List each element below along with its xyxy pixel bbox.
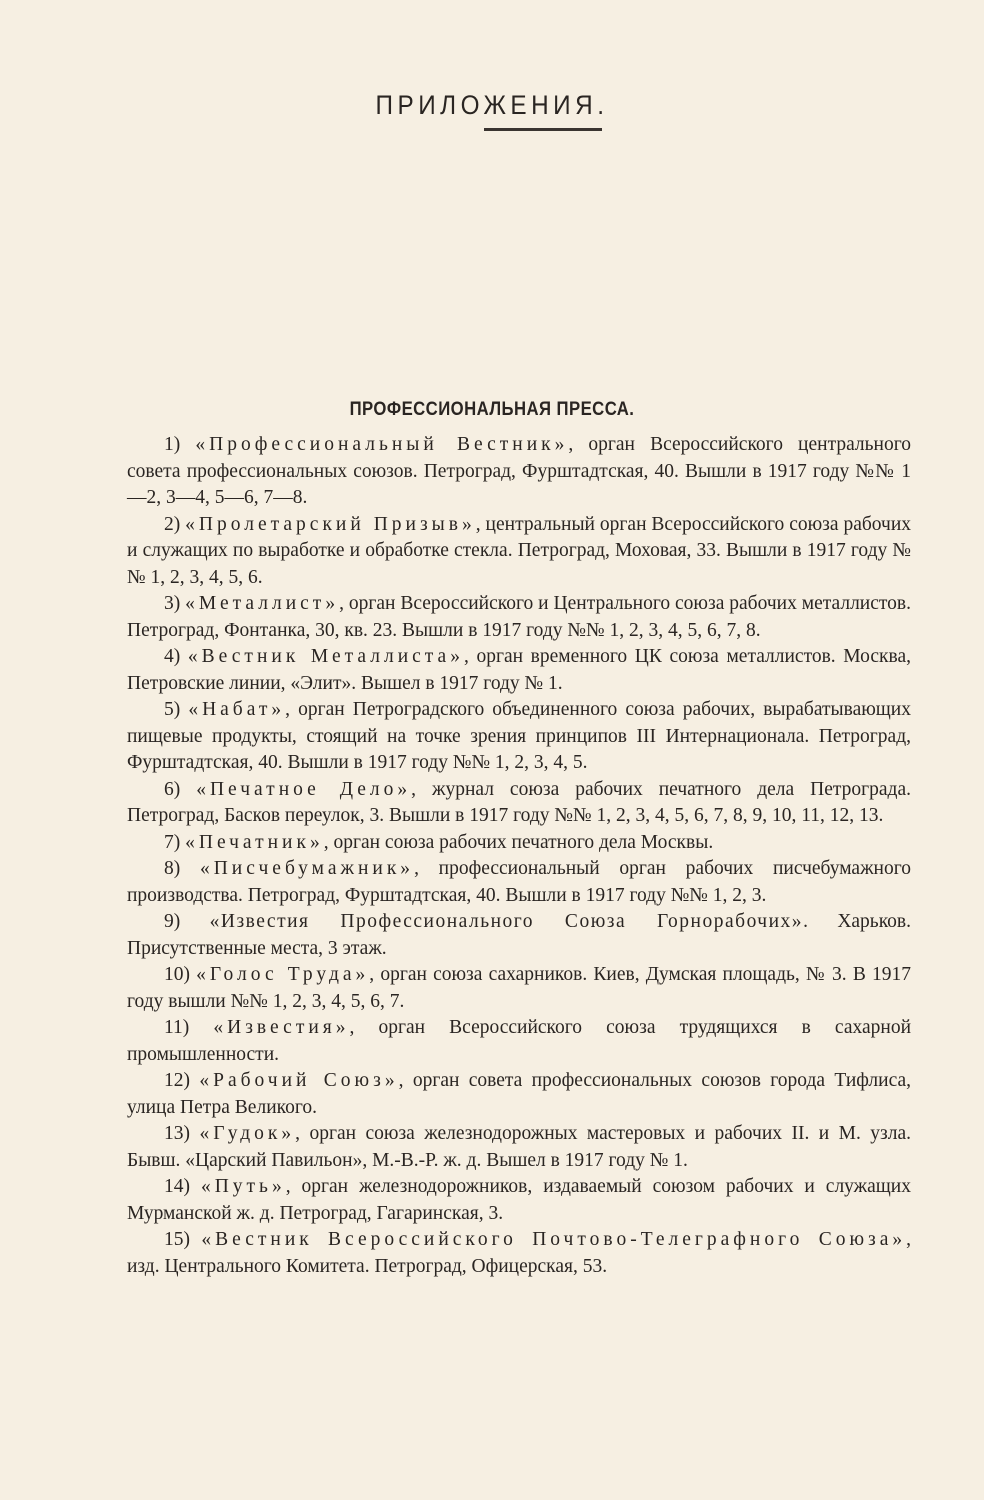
press-entry (127, 1227, 911, 1280)
title-rule (484, 128, 602, 131)
press-list (127, 432, 911, 1280)
entry-number: 13) (164, 1123, 190, 1144)
entry-text: . Харьков. Присутственные места, 3 этаж. (127, 911, 912, 959)
press-entry (127, 591, 911, 644)
entry-text: , изд. Центрального Комитета. Петроград, Офицерская, 53. (127, 1229, 911, 1277)
press-entry (127, 697, 911, 777)
entry-text: , орган Петроградского объединенного союза рабочих, вырабатывающих пищевые продукты, стоящий на точке зрения принципов III Интернационала. Петроград, Фурштадтская, 40. Вышли в 1917 году №№ 1, 2, 3, 4, 5. (127, 699, 911, 773)
press-entry (127, 1015, 911, 1068)
entry-number: 1) (164, 434, 181, 455)
entry-title: «Набат» (188, 699, 286, 720)
entry-text: , орган союза железнодорожных мастеровых и рабочих II. и М. узла. Бывш. «Царский Павильон», М.-В.-Р. ж. д. Вышел в 1917 году № 1. (127, 1123, 911, 1171)
entry-number: 8) (164, 858, 181, 879)
entry-text: , орган Всероссийского союза трудящихся в сахарной промышленности. (127, 1017, 911, 1065)
entry-text: , орган союза рабочих печатного дела Москвы. (323, 831, 714, 853)
entry-number: 6) (164, 778, 181, 800)
press-entry (127, 432, 911, 512)
section-title: ПРОФЕССИОНАЛЬНАЯ ПРЕССА. (349, 398, 635, 420)
entry-text: , орган совета профессиональных союзов города Тифлиса, улица Петра Великого. (127, 1070, 912, 1118)
press-entry (127, 1121, 911, 1174)
press-entry (127, 1174, 911, 1227)
entry-title: «Профессиональный Вестник» (195, 434, 569, 455)
entry-text: , орган временного ЦК союза металлистов. Москва, Петровские линии, «Элит». Вышел в 1917 году № 1. (127, 646, 911, 694)
page-title: ПРИЛОЖЕНИЯ. (375, 90, 609, 121)
entry-text: , орган железнодорожников, издаваемый союзом рабочих и служащих Мурманской ж. д. Петроград, Гагаринская, 3. (127, 1176, 911, 1224)
press-entry (127, 512, 911, 592)
press-entry (127, 830, 911, 857)
entry-number: 15) (164, 1229, 190, 1250)
entry-number: 11) (164, 1017, 190, 1038)
entry-number: 12) (164, 1070, 190, 1091)
entry-text: , журнал союза рабочих печатного дела Петрограда. Петроград, Басков переулок, 3. Вышли в 1917 году №№ 1, 2, 3, 4, 5, 6, 7, 8, 9, 10, 11, 12, 13. (127, 778, 911, 826)
press-entry (127, 644, 911, 697)
entry-title: «Известия» (213, 1017, 350, 1038)
entry-number: 2) (164, 513, 181, 535)
entry-title: «Печатное Дело» (196, 778, 412, 800)
entry-title: «Известия Профессионального Союза Горнорабочих» (209, 911, 804, 932)
press-entry (127, 909, 911, 962)
entry-number: 7) (164, 831, 181, 853)
entry-title: «Рабочий Союз» (199, 1070, 399, 1091)
press-entry (127, 856, 911, 909)
press-entry (127, 1068, 911, 1121)
entry-title: «Гудок» (199, 1123, 296, 1144)
entry-title: «Вестник Металлиста» (187, 646, 464, 667)
entry-title: «Голос Труда» (196, 964, 370, 985)
entry-title: «Писчебумажник» (199, 858, 415, 879)
entry-number: 5) (164, 699, 181, 720)
press-entry (127, 777, 911, 830)
entry-number: 3) (164, 593, 181, 614)
entry-title: «Вестник Всероссийского Почтово-Телеграфного Союза» (201, 1229, 907, 1250)
press-entry (127, 962, 911, 1015)
entry-title: «Печатник» (185, 831, 324, 853)
entry-title: «Путь» (200, 1176, 286, 1197)
entry-number: 14) (164, 1176, 190, 1197)
entry-number: 9) (164, 911, 181, 932)
entry-number: 10) (164, 964, 190, 985)
entry-title: «Металлист» (185, 593, 340, 614)
entry-title: «Пролетарский Призыв» (185, 513, 476, 535)
entry-text: , профессиональный орган рабочих писчебумажного производства. Петроград, Фурштадтская, 40. Вышли в 1917 году №№ 1, 2, 3. (127, 858, 911, 906)
entry-text: , центральный орган Всероссийского союза рабочих и служащих по выработке и обработке стекла. Петроград, Моховая, 33. Вышли в 1917 году №№ 1, 2, 3, 4, 5, 6. (127, 513, 912, 588)
entry-text: , орган союза сахарников. Киев, Думская площадь, № 3. В 1917 году вышли №№ 1, 2, 3, 4, 5, 6, 7. (127, 964, 911, 1012)
entry-number: 4) (164, 646, 181, 667)
entry-text: , орган Всероссийского центрального совета профессиональных союзов. Петроград, Фурштадтская, 40. Вышли в 1917 году №№ 1—2, 3—4, 5—6, 7—8. (127, 434, 911, 508)
entry-text: , орган Всероссийского и Центрального союза рабочих металлистов. Петроград, Фонтанка, 30, кв. 23. Вышли в 1917 году №№ 1, 2, 3, 4, 5, 6, 7, 8. (127, 593, 911, 641)
